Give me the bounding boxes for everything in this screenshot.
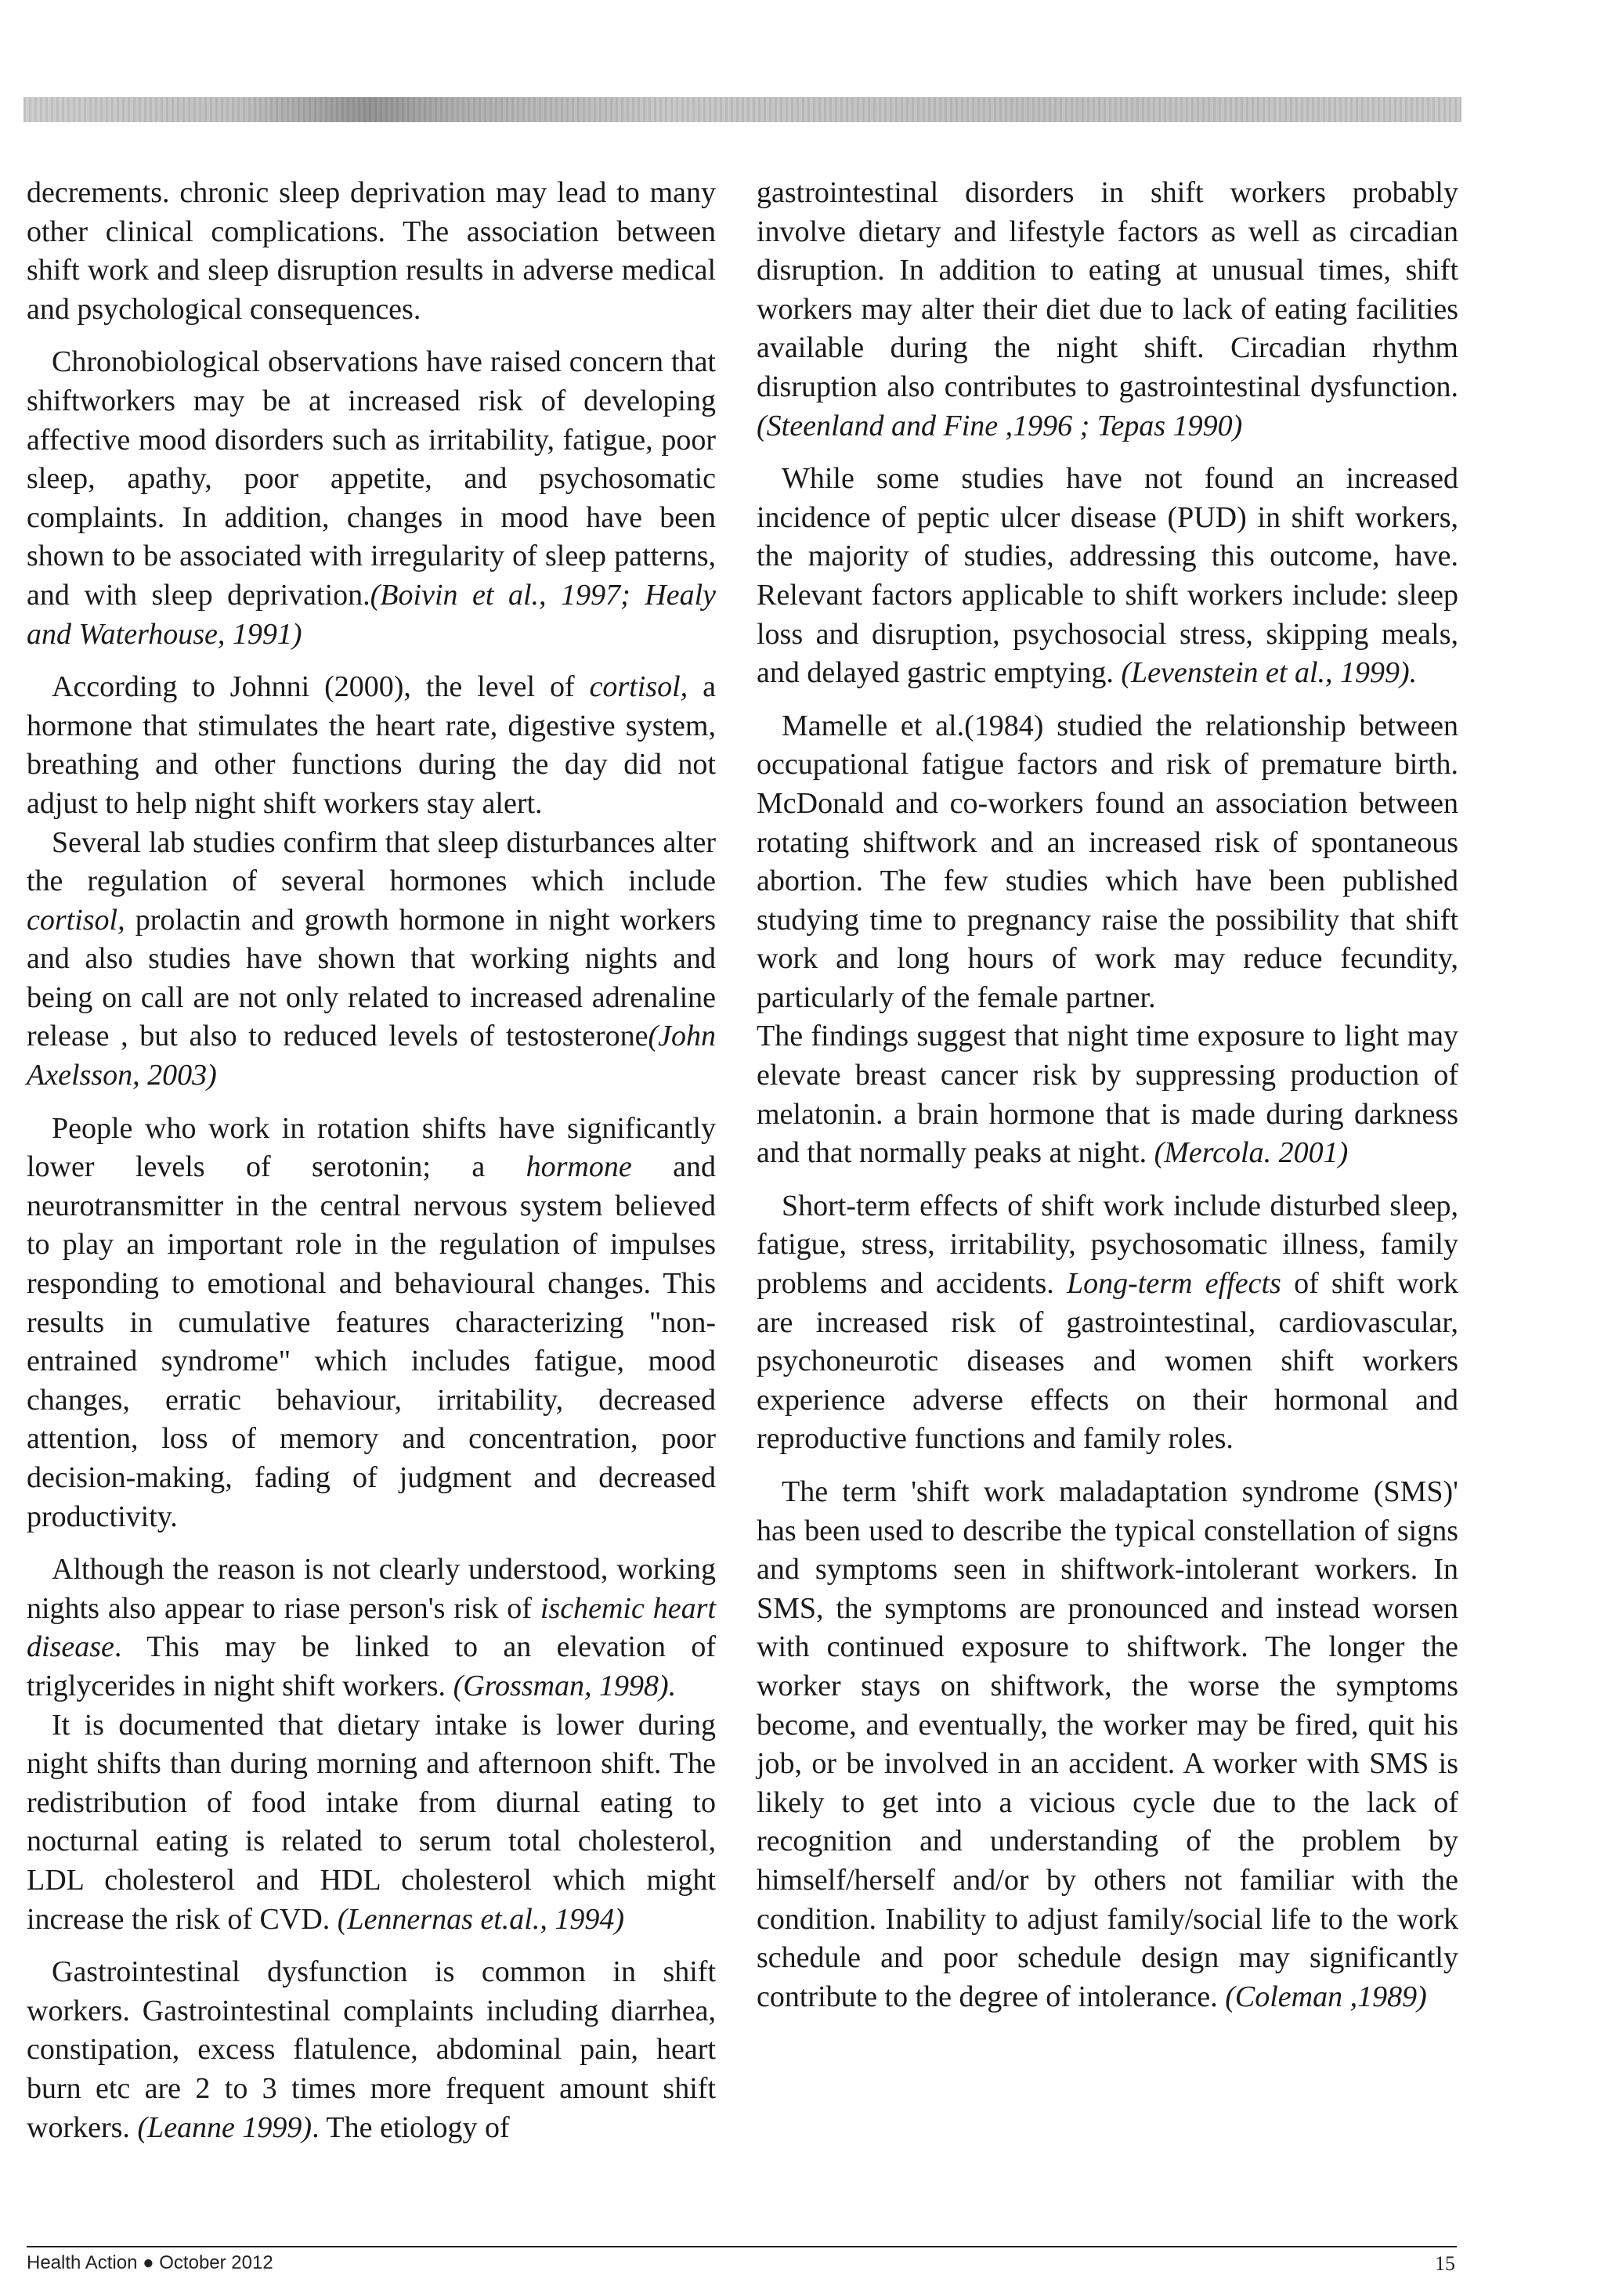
text-run: prolactin and growth hormone in night workers and also studies have shown that working nights and being on call are not only related to increased adrenaline release , but also to reduced levels of testosterone — [27, 903, 716, 1053]
right-column — [757, 174, 1458, 2031]
paragraph-left-6 — [27, 1551, 716, 1706]
paragraph-right-2 — [757, 460, 1458, 693]
paragraph-right-5 — [757, 1187, 1458, 1459]
citation-or-emphasis: (Boivin et al., 1997; Healy and Waterhouse, 1991) — [27, 578, 716, 651]
text-run: The term 'shift work maladaptation syndrome (SMS)' has been used to describe the typical constellation of signs and symptoms seen in shiftwork-intolerant workers. In SMS, the symptoms are pronounced and instead worsen with continued exposure to shiftwork. The longer the worker stays on shiftwork, the worse the symptoms become, and eventually, the worker may be fired, quit his job, or be involved in an accident. A worker with SMS is likely to get into a vicious cycle due to the lack of recognition and understanding of the problem by himself/herself and/or by others not familiar with the condition. Inability to adjust family/social life to the work schedule and poor schedule design may significantly contribute to the degree of intolerance. — [757, 1475, 1458, 2013]
text-run: According to Johnni (2000), the level of — [52, 670, 590, 704]
citation-or-emphasis: cortisol, — [27, 903, 125, 937]
citation-or-emphasis: ischemic heart disease — [27, 1591, 716, 1664]
citation-or-emphasis: (Mercola. 2001) — [1154, 1136, 1349, 1170]
text-run: . This may be linked to an elevation of triglycerides in night shift workers. — [27, 1630, 716, 1702]
paragraph-right-6 — [757, 1473, 1458, 2016]
text-run: . The etiology of — [312, 2110, 510, 2144]
text-run: Gastrointestinal dysfunction is common in shift workers. Gastrointestinal complaints including diarrhea, constipation, excess flatulence, abdominal pain, heart burn etc are 2 to 3 times more frequent amount shift workers. — [27, 1955, 716, 2144]
left-column — [27, 174, 716, 2161]
paragraph-left-8 — [27, 1953, 716, 2147]
text-run: Several lab studies confirm that sleep disturbances alter the regulation of several hormones which include — [27, 825, 716, 898]
footer-bullet-icon: ● — [143, 2252, 154, 2273]
text-run: Short-term effects of shift work include disturbed sleep, fatigue, stress, irritability, psychosomatic illness, family problems and accidents. — [757, 1189, 1458, 1301]
text-run: and neurotransmitter in the central nervous system believed to play an important role in the regulation of impulses responding to emotional and behavioural changes. This results in cumulative features characterizing "non-entrained syndrome" which includes fatigue, mood changes, erratic behaviour, irritability, decreased attention, loss of memory and concentration, poor decision-making, fading of judgment and decreased productivity. — [27, 1150, 716, 1533]
citation-or-emphasis: (Lennernas et.al., 1994) — [337, 1902, 625, 1936]
paragraph-right-4 — [757, 1017, 1458, 1172]
text-run: of shift work are increased risk of gastrointestinal, cardiovascular, psychoneurotic diseases and women shift workers experience adverse effects on their hormonal and reproductive functions and family roles. — [757, 1267, 1458, 1456]
citation-or-emphasis: (John Axelsson, 2003) — [27, 1020, 716, 1092]
citation-or-emphasis: (Coleman ,1989) — [1225, 1980, 1427, 2013]
footer-rule — [27, 2246, 1457, 2247]
citation-or-emphasis: Long-term effects — [1067, 1267, 1281, 1301]
text-run: The findings suggest that night time exposure to light may elevate breast cancer risk by suppressing production of melatonin. a brain hormone that is made during darkness and that normally peaks at night. — [757, 1020, 1458, 1170]
paragraph-left-3 — [27, 668, 716, 823]
text-run: gastrointestinal disorders in shift workers probably involve dietary and lifestyle factors as well as circadian disruption. In addition to eating at unusual times, shift workers may alter their diet due to lack of eating facilities available during the night shift. Circadian rhythm disruption also contributes to gastrointestinal dysfunction. — [757, 176, 1458, 403]
footer-publication: Health Action — [27, 2252, 138, 2273]
paragraph-left-5 — [27, 1110, 716, 1537]
citation-or-emphasis: cortisol, — [589, 670, 688, 704]
text-run: While some studies have not found an increased incidence of peptic ulcer disease (PUD) in shift workers, the majority of studies, addressing this outcome, have. Relevant factors applicable to shift workers include: sleep loss and disruption, psychosocial stress, skipping meals, and delayed gastric emptying. — [757, 462, 1458, 690]
citation-or-emphasis: (Grossman, 1998). — [453, 1669, 677, 1702]
paragraph-right-1 — [757, 174, 1458, 446]
paragraph-left-7 — [27, 1706, 716, 1940]
paragraph-left-2 — [27, 343, 716, 654]
text-run: Chronobiological observations have raised concern that shiftworkers may be at increased risk of developing affective mood disorders such as irritability, fatigue, poor sleep, apathy, poor appetite, and psychosomatic complaints. In addition, changes in mood have been shown to be associated with irregularity of sleep patterns, and with sleep deprivation. — [27, 345, 716, 612]
citation-or-emphasis: hormone — [526, 1150, 632, 1184]
citation-or-emphasis: (Leanne 1999) — [137, 2110, 312, 2144]
header-decorative-band — [23, 97, 1461, 122]
page-number: 15 — [1435, 2252, 1455, 2275]
text-run: Although the reason is not clearly understood, working nights also appear to riase person's risk of — [27, 1553, 716, 1625]
text-run: People who work in rotation shifts have significantly lower levels of serotonin; a — [27, 1111, 716, 1184]
text-run: decrements. chronic sleep deprivation may lead to many other clinical complications. The association between shift work and sleep disruption results in adverse medical and psychological consequences. — [27, 176, 716, 326]
citation-or-emphasis: (Steenland and Fine ,1996 ; Tepas 1990) — [757, 409, 1243, 442]
footer-issue: October 2012 — [159, 2252, 273, 2273]
paragraph-right-3 — [757, 707, 1458, 1018]
text-run: Mamelle et al.(1984) studied the relationship between occupational fatigue factors and risk of premature birth. McDonald and co-workers found an association between rotating shiftwork and an increased risk of spontaneous abortion. The few studies which have been published studying time to pregnancy raise the possibility that shift work and long hours of work may reduce fecundity, particularly of the female partner. — [757, 709, 1458, 1014]
footer-publication-line — [27, 2252, 273, 2274]
text-run: a hormone that stimulates the heart rate, digestive system, breathing and other functions during the day did not adjust to help night shift workers stay alert. — [27, 670, 716, 820]
paragraph-left-1 — [27, 174, 716, 329]
text-run: It is documented that dietary intake is lower during night shifts than during morning and afternoon shift. The redistribution of food intake from diurnal eating to nocturnal eating is related to serum total cholesterol, LDL cholesterol and HDL cholesterol which might increase the risk of CVD. — [27, 1708, 716, 1936]
citation-or-emphasis: (Levenstein et al., 1999). — [1121, 656, 1418, 690]
paragraph-left-4 — [27, 824, 716, 1096]
